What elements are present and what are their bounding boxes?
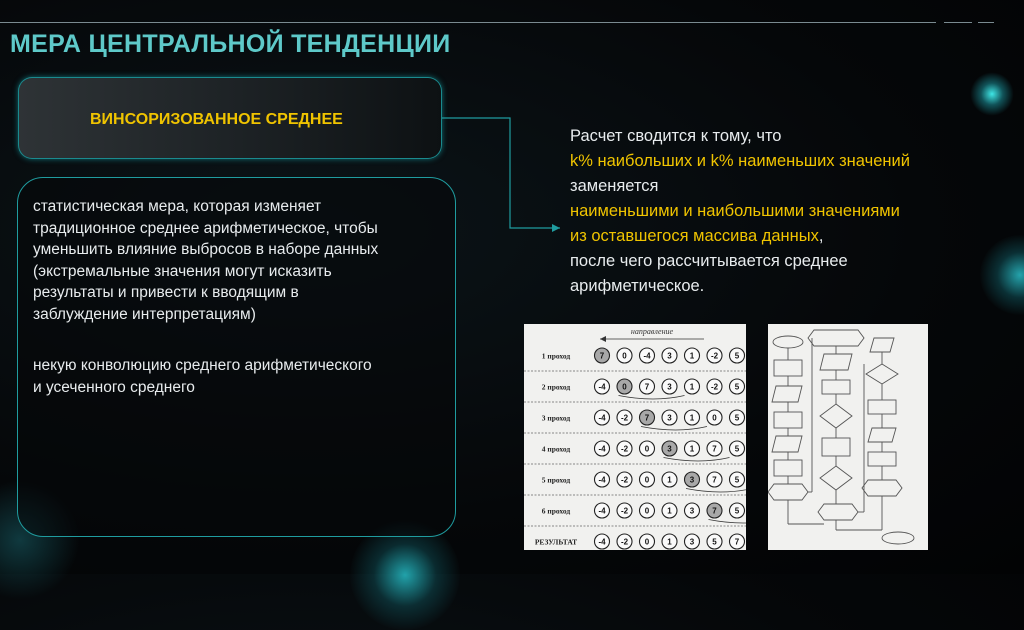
flow-io-block (868, 428, 896, 442)
swap-arc (664, 458, 730, 462)
explanation-line: k% наибольших и k% наименьших значений (570, 152, 910, 170)
pass-label: 6 проход (541, 506, 571, 516)
flow-loop-block (862, 480, 902, 496)
term-label: ВИНСОРИЗОВАННОЕ СРЕДНЕЕ (90, 111, 343, 128)
explanation-line: из оставшегося массива данных, (570, 227, 824, 245)
explanation-line: после чего рассчитывается среднее (570, 252, 848, 270)
value-label: -2 (620, 444, 629, 454)
definition-line: традиционное среднее арифметическое, чтобы (33, 219, 378, 237)
value-label: 5 (712, 537, 717, 547)
flow-io-block (772, 436, 802, 452)
definition-line: заблуждение интерпретациям) (33, 305, 256, 323)
value-label: 7 (712, 475, 717, 485)
flowchart-diagram (768, 324, 928, 550)
swap-arc (619, 396, 685, 400)
pass-label: РЕЗУЛЬТАТ (534, 537, 578, 547)
explanation-line: заменяется (570, 177, 659, 195)
value-label: -4 (598, 444, 606, 454)
definition-line: (экстремальные значения могут исказить (33, 262, 332, 280)
flow-block (822, 438, 850, 456)
definition-line: уменьшить влияние выбросов в наборе данных (33, 241, 379, 258)
flow-end-node (882, 532, 914, 544)
explanation-line: арифметическое. (570, 277, 705, 295)
flow-loop-block (808, 330, 864, 346)
sorting-passes-diagram (524, 324, 746, 550)
value-label: 5 (734, 351, 740, 361)
flow-block (774, 460, 802, 476)
value-label: 3 (667, 413, 672, 423)
value-label: 3 (667, 444, 672, 454)
value-label: 3 (667, 382, 672, 392)
value-label: -2 (620, 537, 629, 547)
explanation-line: Расчет сводится к тому, что (570, 127, 782, 145)
direction-arrowhead (600, 336, 606, 342)
pass-label: 3 проход (541, 413, 571, 423)
value-label: 5 (734, 475, 740, 485)
pass-label: 2 проход (541, 382, 571, 392)
value-label: 7 (644, 413, 650, 423)
value-label: 3 (667, 351, 672, 361)
flow-decision (866, 364, 898, 384)
value-label: 1 (689, 351, 695, 361)
value-label: 3 (689, 475, 695, 485)
flow-loop-block (818, 504, 858, 520)
explanation-line: наименьшими и наибольшими значениями (570, 202, 900, 220)
value-label: 1 (689, 413, 695, 423)
note-line: некую конволюцию среднего арифметического (33, 357, 372, 374)
value-label: 1 (689, 382, 695, 392)
value-label: 0 (644, 444, 650, 454)
value-label: -2 (710, 351, 719, 361)
value-label: -2 (710, 382, 719, 392)
value-label: 7 (712, 506, 717, 516)
value-label: 1 (667, 537, 672, 547)
value-label: 3 (689, 506, 695, 516)
value-label: 1 (667, 506, 672, 516)
swap-arc (686, 489, 746, 493)
value-label: 0 (644, 475, 650, 485)
value-label: 7 (712, 444, 717, 454)
sorting-passes-figure (524, 324, 746, 550)
value-label: 5 (734, 506, 740, 516)
value-label: -4 (598, 506, 606, 516)
value-label: -4 (598, 413, 606, 423)
flowchart-figure (768, 324, 928, 550)
value-label: -4 (598, 537, 606, 547)
slide-title: МЕРА ЦЕНТРАЛЬНОЙ ТЕНДЕНЦИИ (10, 30, 451, 58)
pass-label: 5 проход (541, 475, 571, 485)
value-label: 7 (599, 351, 605, 361)
value-label: -2 (620, 475, 629, 485)
flow-block (774, 360, 802, 376)
value-label: -4 (643, 351, 651, 361)
flow-decision (820, 466, 852, 490)
pass-label: 1 проход (541, 351, 571, 361)
value-label: 1 (667, 475, 672, 485)
flow-block (822, 380, 850, 394)
value-label: 0 (622, 351, 627, 361)
value-label: 0 (712, 413, 717, 423)
flow-decision (820, 404, 852, 428)
value-label: 7 (734, 537, 740, 547)
value-label: 7 (644, 382, 650, 392)
value-label: -2 (620, 413, 629, 423)
explanation-text (570, 124, 990, 299)
value-label: 0 (622, 382, 627, 392)
value-label: -4 (598, 382, 606, 392)
value-label: 5 (734, 444, 740, 454)
value-label: 1 (689, 444, 695, 454)
definition-line: результаты и привести к вводящим в (33, 284, 299, 301)
value-label: 0 (644, 537, 650, 547)
flow-block (774, 412, 802, 428)
flow-io-block (772, 386, 802, 402)
swap-arc (709, 520, 747, 524)
value-label: 0 (644, 506, 650, 516)
flow-io-block (870, 338, 894, 352)
value-label: 3 (689, 537, 695, 547)
value-label: -4 (598, 475, 606, 485)
sort-direction-label: направление (630, 327, 674, 336)
value-label: -2 (620, 506, 629, 516)
flow-block (868, 452, 896, 466)
flow-block (868, 400, 896, 414)
swap-arc (641, 427, 707, 431)
flow-io-block (820, 354, 852, 370)
value-label: 5 (734, 382, 740, 392)
pass-label: 4 проход (541, 444, 571, 454)
definition-line: статистическая мера, которая изменяет (33, 198, 322, 215)
value-label: 5 (734, 413, 740, 423)
flow-loop-block (768, 484, 808, 500)
flow-start-node (773, 336, 803, 348)
note-line: и усеченного среднего (33, 378, 195, 396)
